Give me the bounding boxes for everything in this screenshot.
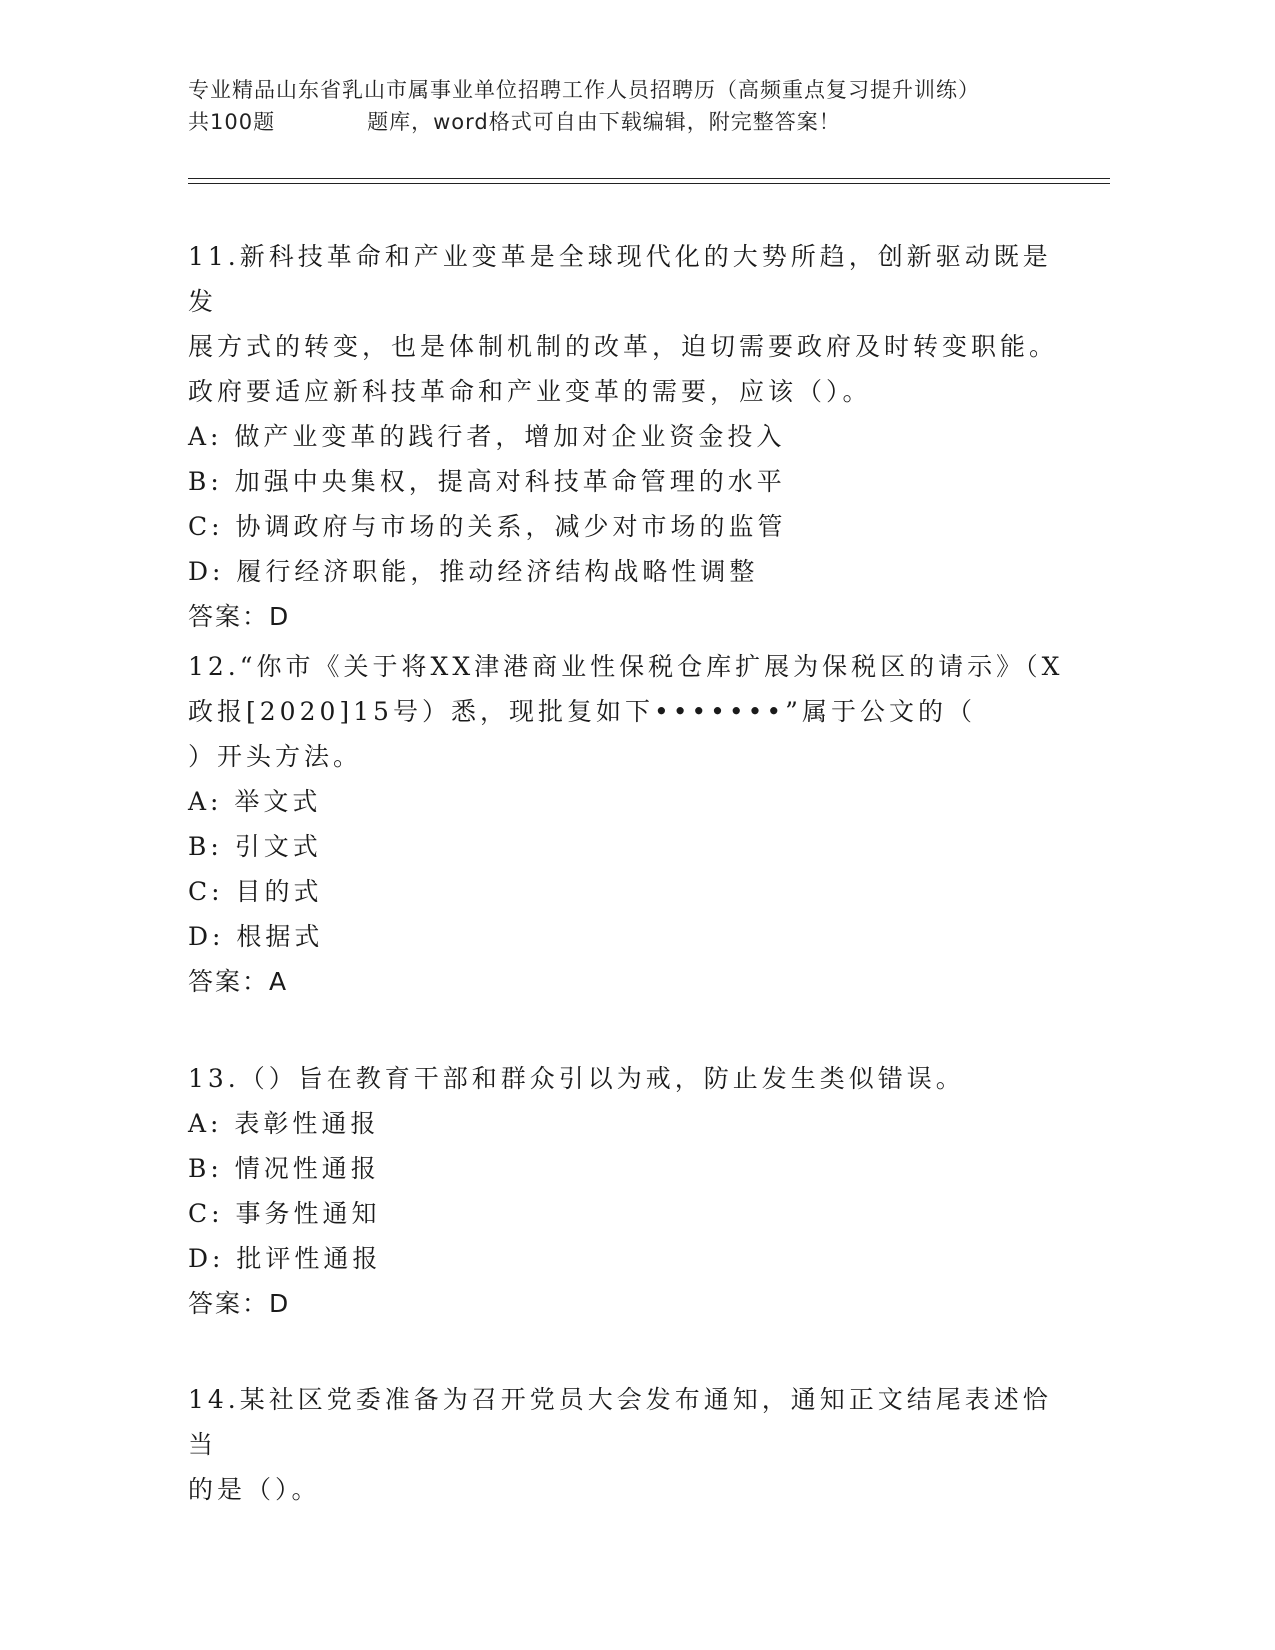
answer: 答案：D (188, 602, 291, 631)
option-d: D: 根据式 (188, 922, 324, 951)
header-count: 共100题 (188, 110, 276, 134)
question-13 (188, 1056, 1068, 1326)
header-divider-top (188, 178, 1110, 179)
document-header (188, 74, 1088, 138)
question-stem-line: 的是（）。 (188, 1475, 321, 1504)
header-description: 题库，word格式可自由下载编辑，附完整答案！ (367, 110, 841, 134)
question-stem-line: 政府要适应新科技革命和产业变革的需要，应该（）。 (188, 377, 872, 406)
question-14 (188, 1377, 1068, 1512)
option-a: A: 表彰性通报 (188, 1109, 380, 1138)
question-stem-line: 12.“你市《关于将XX津港商业性保税仓库扩展为保税区的请示》（X (188, 652, 1064, 681)
question-stem-line: 展方式的转变，也是体制机制的改革，迫切需要政府及时转变职能。 (188, 332, 1059, 361)
header-divider-bottom (188, 183, 1110, 184)
option-c: C: 协调政府与市场的关系，减少对市场的监管 (188, 512, 787, 541)
question-stem-line: 13.（）旨在教育干部和群众引以为戒，防止发生类似错误。 (188, 1064, 965, 1093)
option-b: B: 加强中央集权，提高对科技革命管理的水平 (188, 467, 786, 496)
question-stem-line: 政报[2020]15号）悉，现批复如下•••••••”属于公文的（ (188, 697, 976, 726)
option-b: B: 引文式 (188, 832, 322, 861)
question-11 (188, 234, 1068, 639)
option-a: A: 举文式 (188, 787, 322, 816)
question-stem-line: ）开头方法。 (188, 742, 363, 771)
option-c: C: 事务性通知 (188, 1199, 381, 1228)
question-12 (188, 644, 1068, 1004)
option-b: B: 情况性通报 (188, 1154, 380, 1183)
option-d: D: 批评性通报 (188, 1244, 382, 1273)
question-stem-line: 11.新科技革命和产业变革是全球现代化的大势所趋，创新驱动既是发 (188, 242, 1052, 316)
header-title: 专业精品山东省乳山市属事业单位招聘工作人员招聘历（高频重点复习提升训练） (188, 78, 980, 102)
header-subtitle (188, 106, 1088, 138)
question-stem-line: 14.某社区党委准备为召开党员大会发布通知，通知正文结尾表述恰当 (188, 1385, 1052, 1459)
option-d: D: 履行经济职能，推动经济结构战略性调整 (188, 557, 759, 586)
answer: 答案：A (188, 967, 289, 996)
answer: 答案：D (188, 1289, 291, 1318)
option-a: A: 做产业变革的践行者，增加对企业资金投入 (188, 422, 786, 451)
option-c: C: 目的式 (188, 877, 323, 906)
